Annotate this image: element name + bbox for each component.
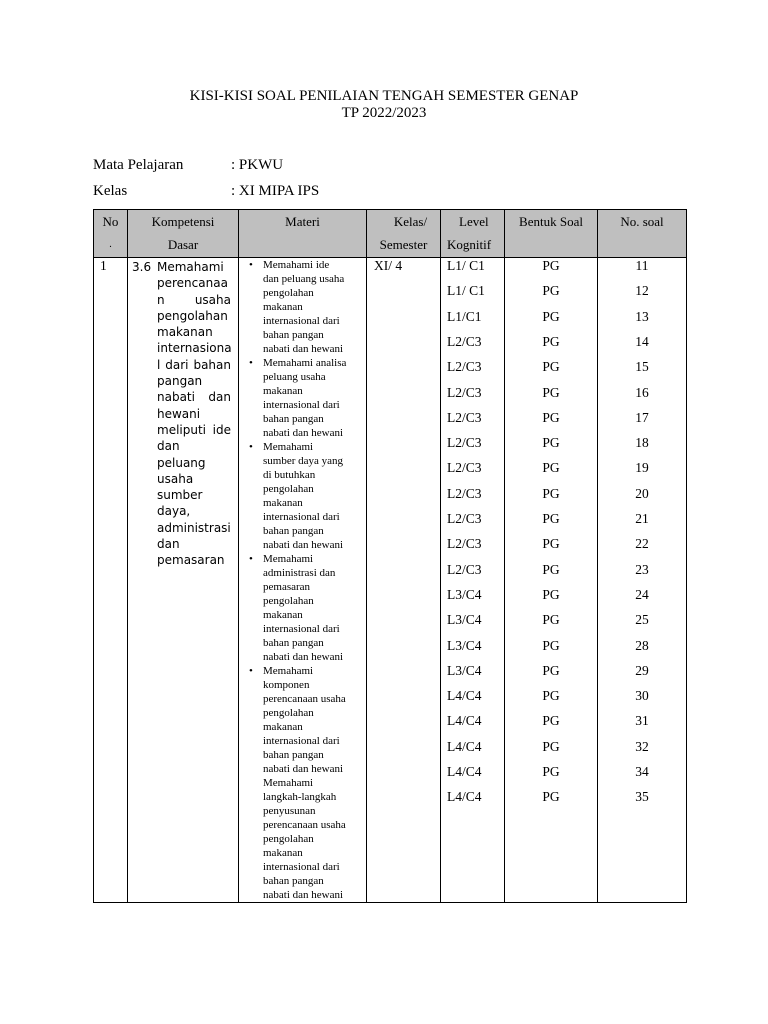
- materi-line: internasional dari: [263, 623, 340, 635]
- no-soal-value: 16: [635, 384, 649, 400]
- document-subtitle: TP 2022/2023: [341, 105, 427, 121]
- materi-line: pemasaran: [263, 581, 311, 593]
- kd-line: perencanaa: [157, 276, 228, 291]
- materi-line: internasional dari: [263, 861, 340, 873]
- header-no: [94, 210, 127, 256]
- no-soal-value: 22: [635, 536, 649, 552]
- level-kognitif-value: L2/C3: [447, 384, 482, 400]
- kd-line: makanan: [157, 325, 213, 340]
- materi-line: Memahami: [263, 665, 314, 677]
- level-kognitif-value: L2/C3: [447, 511, 482, 526]
- level-kognitif-value: L3/C4: [447, 637, 482, 653]
- materi-line: bahan pangan: [263, 525, 324, 537]
- bentuk-soal-value: PG: [542, 384, 560, 400]
- header-kelas-semester: [367, 210, 440, 256]
- header-kd-line1: Kompetensi: [151, 214, 215, 229]
- materi-line: penyusunan: [263, 805, 316, 817]
- bentuk-soal-value: PG: [542, 359, 560, 375]
- no-soal-value: 31: [635, 713, 649, 729]
- materi-item: [246, 440, 364, 552]
- level-kognitif-value: L2/C3: [447, 359, 482, 375]
- level-kognitif-value: L1/ C1: [447, 258, 485, 273]
- no-soal-value: 11: [635, 258, 649, 273]
- bentuk-soal-value: PG: [542, 713, 560, 729]
- kd-line: dan: [157, 537, 180, 552]
- kd-line: usaha: [157, 471, 194, 486]
- materi-cell: [246, 258, 364, 902]
- no-soal-value: 15: [635, 359, 649, 375]
- no-soal-value: 17: [635, 409, 649, 425]
- materi-line: internasional dari: [263, 315, 340, 327]
- subject-label: Mata Pelajaran: [93, 157, 184, 173]
- materi-line: nabati dan hewani: [263, 651, 344, 663]
- materi-line: pengolahan: [263, 707, 314, 719]
- no-soal-value: 25: [635, 612, 649, 628]
- header-level-line1: Level: [459, 214, 489, 229]
- level-kognitif-value: L4/C4: [447, 789, 482, 805]
- column-divider: [440, 210, 441, 902]
- header-level-line2: Kognitif: [447, 237, 492, 252]
- header-bentuk-label: Bentuk Soal: [519, 214, 583, 229]
- no-soal-value: 14: [635, 333, 649, 349]
- no-soal-value: 30: [635, 688, 649, 704]
- kelas-semester-value: XI/ 4: [374, 258, 403, 273]
- no-soal-value: 19: [635, 460, 649, 476]
- level-kognitif-value: L2/C3: [447, 409, 482, 425]
- bentuk-soal-value: PG: [542, 738, 560, 754]
- level-kognitif-value: L2/C3: [447, 536, 482, 552]
- materi-line: nabati dan hewani: [263, 539, 344, 551]
- level-kognitif-value: L2/C3: [447, 460, 482, 476]
- bentuk-soal-value: PG: [542, 612, 560, 628]
- bentuk-soal-value: PG: [542, 688, 560, 704]
- level-kognitif-value: L4/C4: [447, 688, 482, 704]
- level-kognitif-value: L4/C4: [447, 764, 482, 779]
- level-kognitif-value: L2/C3: [447, 435, 482, 451]
- no-soal-value: 34: [635, 764, 649, 779]
- no-soal-value: 12: [635, 283, 649, 299]
- materi-line: langkah-langkah: [263, 791, 337, 803]
- column-divider: [238, 210, 239, 902]
- no-soal-value: 35: [635, 789, 649, 805]
- level-kognitif-value: L4/C4: [447, 738, 482, 754]
- no-soal-value: 24: [635, 586, 649, 602]
- document-title: KISI-KISI SOAL PENILAIAN TENGAH SEMESTER GENAP: [189, 88, 579, 104]
- materi-line: internasional dari: [263, 735, 340, 747]
- materi-line: bahan pangan: [263, 413, 324, 425]
- header-materi: [239, 210, 366, 233]
- header-materi-label: Materi: [285, 214, 320, 229]
- bentuk-soal-value: PG: [542, 536, 560, 552]
- bentuk-soal-value: PG: [542, 764, 560, 779]
- level-kognitif-value: L3/C4: [447, 662, 482, 678]
- level-kognitif-value: L3/C4: [447, 612, 482, 628]
- bentuk-soal-value: PG: [542, 333, 560, 349]
- materi-line: nabati dan hewani: [263, 427, 344, 439]
- materi-line: nabati dan hewani: [263, 763, 344, 775]
- level-kognitif-value: L2/C3: [447, 333, 482, 349]
- materi-line: Memahami: [263, 777, 314, 789]
- level-kognitif-value: L2/C3: [447, 561, 482, 577]
- kd-line: Memahami: [157, 260, 224, 274]
- bullet-icon: •: [249, 665, 253, 677]
- materi-line: Memahami analisa: [263, 357, 347, 369]
- materi-line: bahan pangan: [263, 637, 324, 649]
- bentuk-soal-value: PG: [542, 662, 560, 678]
- materi-line: nabati dan hewani: [263, 343, 344, 355]
- materi-line: peluang usaha: [263, 371, 326, 383]
- bentuk-soal-value: PG: [542, 637, 560, 653]
- kd-line: administrasi: [157, 520, 231, 535]
- bentuk-soal-value: PG: [542, 409, 560, 425]
- bentuk-soal-value: PG: [542, 308, 560, 324]
- header-kelas-line2: Semester: [379, 237, 428, 252]
- materi-line: internasional dari: [263, 399, 340, 411]
- header-kelas-line1: Kelas/: [393, 214, 428, 229]
- column-divider: [127, 210, 128, 902]
- kd-line: nabati dan: [157, 390, 231, 405]
- bullet-icon: •: [249, 357, 253, 369]
- header-no-line2: .: [109, 239, 112, 250]
- bentuk-soal-value: PG: [542, 283, 560, 299]
- kd-line: meliputi ide: [157, 422, 231, 437]
- header-bentuk-soal: [505, 210, 597, 233]
- bentuk-soal-value: PG: [542, 435, 560, 451]
- materi-line: administrasi dan: [263, 567, 336, 579]
- materi-line: perencanaan usaha: [263, 819, 346, 831]
- materi-line: makanan: [263, 847, 303, 859]
- header-nosoal-label: No. soal: [620, 214, 664, 229]
- kd-line: pengolahan: [157, 308, 228, 323]
- header-kd-line2: Dasar: [167, 237, 199, 252]
- materi-line: makanan: [263, 497, 303, 509]
- bullet-icon: •: [249, 441, 253, 453]
- kd-text: [157, 259, 231, 569]
- materi-line: pengolahan: [263, 595, 314, 607]
- column-divider: [366, 210, 367, 902]
- materi-line: bahan pangan: [263, 875, 324, 887]
- class-label: Kelas: [93, 183, 128, 199]
- no-soal-value: 29: [635, 662, 649, 678]
- level-kognitif-value: L1/ C1: [447, 283, 485, 299]
- materi-line: komponen: [263, 679, 310, 691]
- materi-line: pengolahan: [263, 833, 314, 845]
- no-soal-value: 13: [635, 308, 649, 324]
- header-no-line1: No: [102, 214, 119, 229]
- bentuk-soal-value: PG: [542, 511, 560, 526]
- header-level-kognitif: [441, 210, 504, 256]
- kisi-kisi-table: [93, 209, 687, 903]
- materi-line: sumber daya yang: [263, 455, 344, 467]
- bentuk-soal-value: PG: [542, 460, 560, 476]
- materi-line: bahan pangan: [263, 329, 324, 341]
- kd-line: pemasaran: [157, 553, 225, 568]
- materi-item: [246, 258, 364, 356]
- kd-line: l dari bahan: [157, 357, 231, 372]
- materi-line: pengolahan: [263, 287, 314, 299]
- no-soal-value: 18: [635, 435, 649, 451]
- materi-line: Memahami: [263, 553, 314, 565]
- bullet-icon: •: [249, 553, 253, 565]
- bentuk-soal-value: PG: [542, 485, 560, 501]
- kd-line: sumber: [157, 488, 203, 503]
- level-kognitif-value: L1/C1: [447, 308, 482, 324]
- no-soal-value: 28: [635, 637, 649, 653]
- materi-line: di butuhkan: [263, 469, 316, 481]
- materi-item: [246, 356, 364, 440]
- materi-line: perencanaan usaha: [263, 693, 346, 705]
- materi-line: pengolahan: [263, 483, 314, 495]
- no-soal-value: 21: [635, 511, 649, 526]
- materi-line: internasional dari: [263, 511, 340, 523]
- bentuk-soal-value: PG: [542, 789, 560, 805]
- kd-line: daya,: [157, 504, 191, 519]
- level-kognitif-value: L3/C4: [447, 586, 482, 602]
- bentuk-soal-value: PG: [542, 561, 560, 577]
- materi-item: [246, 776, 364, 902]
- bentuk-soal-value: PG: [542, 258, 560, 273]
- materi-line: nabati dan hewani: [263, 889, 344, 901]
- kd-line: pangan: [157, 374, 203, 389]
- class-value: : XI MIPA IPS: [231, 183, 320, 199]
- kd-line: hewani: [157, 406, 201, 421]
- kd-line: dan peluang: [157, 439, 206, 470]
- header-no-soal: [598, 210, 686, 233]
- no-soal-value: 32: [635, 738, 649, 754]
- level-kognitif-value: L2/C3: [447, 485, 482, 501]
- bentuk-soal-value: PG: [542, 586, 560, 602]
- level-kognitif-value: L4/C4: [447, 713, 482, 729]
- row-number: 1: [100, 258, 107, 273]
- materi-line: makanan: [263, 301, 303, 313]
- no-soal-value: 20: [635, 485, 649, 501]
- materi-line: bahan pangan: [263, 749, 324, 761]
- materi-line: makanan: [263, 609, 303, 621]
- materi-item: [246, 552, 364, 664]
- materi-line: makanan: [263, 385, 303, 397]
- subject-value: : PKWU: [231, 157, 284, 173]
- kd-line: internasiona: [157, 341, 232, 356]
- kd-line: n usaha: [157, 292, 231, 307]
- bullet-icon: •: [249, 259, 253, 271]
- materi-line: Memahami ide: [263, 259, 330, 271]
- kd-number: 3.6: [132, 260, 152, 274]
- materi-line: dan peluang usaha: [263, 273, 345, 285]
- header-kompetensi-dasar: [128, 210, 238, 256]
- materi-line: Memahami: [263, 441, 314, 453]
- materi-item: [246, 664, 364, 776]
- no-soal-value: 23: [635, 561, 649, 577]
- materi-line: makanan: [263, 721, 303, 733]
